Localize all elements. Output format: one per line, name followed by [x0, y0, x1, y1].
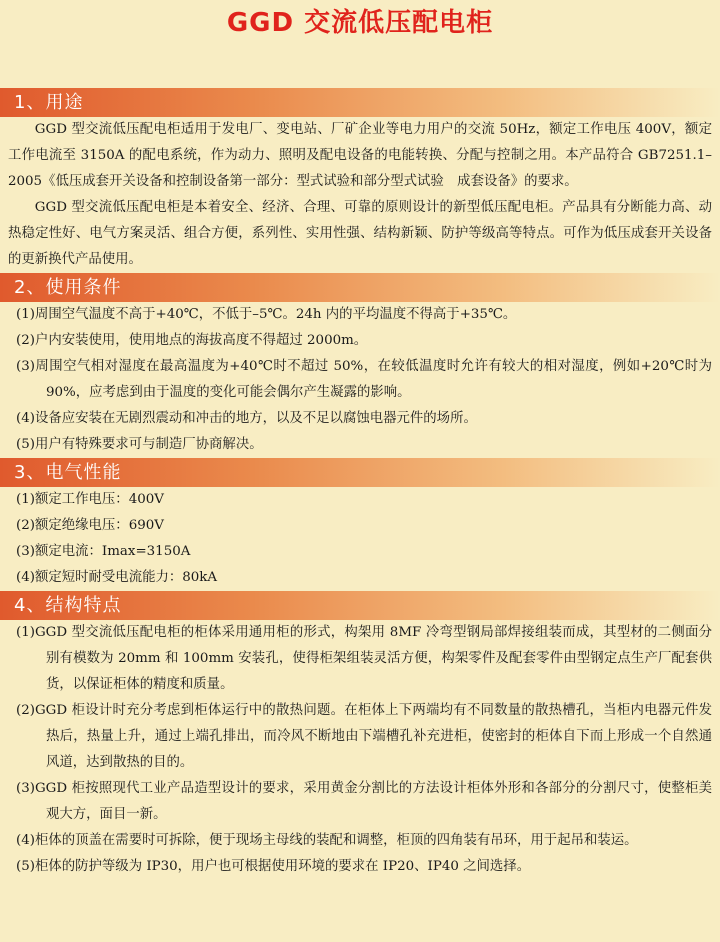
list-item: (3)周围空气相对湿度在最高温度为+40℃时不超过 50%，在较低温度时允许有较大的相对湿度，例如+20℃时为 90%，应考虑到由于温度的变化可能会偶尔产生凝露的影响。	[16, 359, 712, 400]
list-item: (1)周围空气温度不高于+40℃，不低于–5℃。24h 内的平均温度不得高于+35℃。	[16, 307, 517, 322]
list-item: (3)GGD 柜按照现代工业产品造型设计的要求，采用黄金分割比的方法设计柜体外形和各部分的分割尺寸，使整柜美观大方，面目一新。	[16, 781, 712, 822]
section-heading: 3、电气性能	[0, 458, 720, 487]
list-item: (1)额定工作电压：400V	[16, 492, 164, 507]
list-item: (4)设备应安装在无剧烈震动和冲击的地方，以及不足以腐蚀电器元件的场所。	[16, 411, 477, 426]
list-item: (4)柜体的顶盖在需要时可拆除，便于现场主母线的装配和调整，柜顶的四角装有吊环，用于起吊和装运。	[16, 833, 638, 848]
page-title: GGD 交流低压配电柜	[226, 8, 494, 38]
list-item: (5)柜体的防护等级为 IP30，用户也可根据使用环境的要求在 IP20、IP40 之间选择。	[16, 859, 531, 874]
list-item: (2)额定绝缘电压：690V	[16, 518, 164, 533]
list-item: (5)用户有特殊要求可与制造厂协商解决。	[16, 437, 263, 452]
section-usage	[8, 88, 712, 273]
list-item: (3)额定电流：Imax=3150A	[16, 544, 191, 559]
list-item: (1)GGD 型交流低压配电柜的柜体采用通用柜的形式，构架用 8MF 冷弯型钢局部焊接组装而成，其型材的二侧面分别有模数为 20mm 和 100mm 安装孔，使得柜架组装灵活方便，构架零件及配套零件由型钢定点生产厂配套供货，以保证柜体的精度和质量。	[16, 625, 712, 692]
paragraph: GGD 型交流低压配电柜适用于发电厂、变电站、厂矿企业等电力用户的交流 50Hz，额定工作电压 400V，额定工作电流至 3150A 的配电系统，作为动力、照明及配电设备的电能转换、分配与控制之用。本产品符合 GB7251.1–2005《低压成套开关设备和控制设备第一部分：型式试验和部分型式试验 成套设备》的要求。	[8, 122, 712, 189]
section-heading: 1、用途	[0, 88, 720, 117]
section-heading: 2、使用条件	[0, 273, 720, 302]
list-item: (4)额定短时耐受电流能力：80kA	[16, 570, 218, 585]
list-item: (2)户内安装使用，使用地点的海拔高度不得超过 2000m。	[16, 333, 368, 348]
paragraph: GGD 型交流低压配电柜是本着安全、经济、合理、可靠的原则设计的新型低压配电柜。产品具有分断能力高、动热稳定性好、电气方案灵活、组合方便，系列性、实用性强、结构新颖、防护等级高等特点。可作为低压成套开关设备的更新换代产品使用。	[8, 200, 712, 267]
section-structure	[8, 591, 712, 880]
list-item: (2)GGD 柜设计时充分考虑到柜体运行中的散热问题。在柜体上下两端均有不同数量的散热槽孔，当柜内电器元件发热后，热量上升，通过上端孔排出，而冷风不断地由下端槽孔补充进柜，使密封的柜体自下而上形成一个自然通风道，达到散热的目的。	[16, 703, 712, 770]
section-electrical	[8, 458, 712, 591]
section-conditions	[8, 273, 712, 458]
section-heading: 4、结构特点	[0, 591, 720, 620]
